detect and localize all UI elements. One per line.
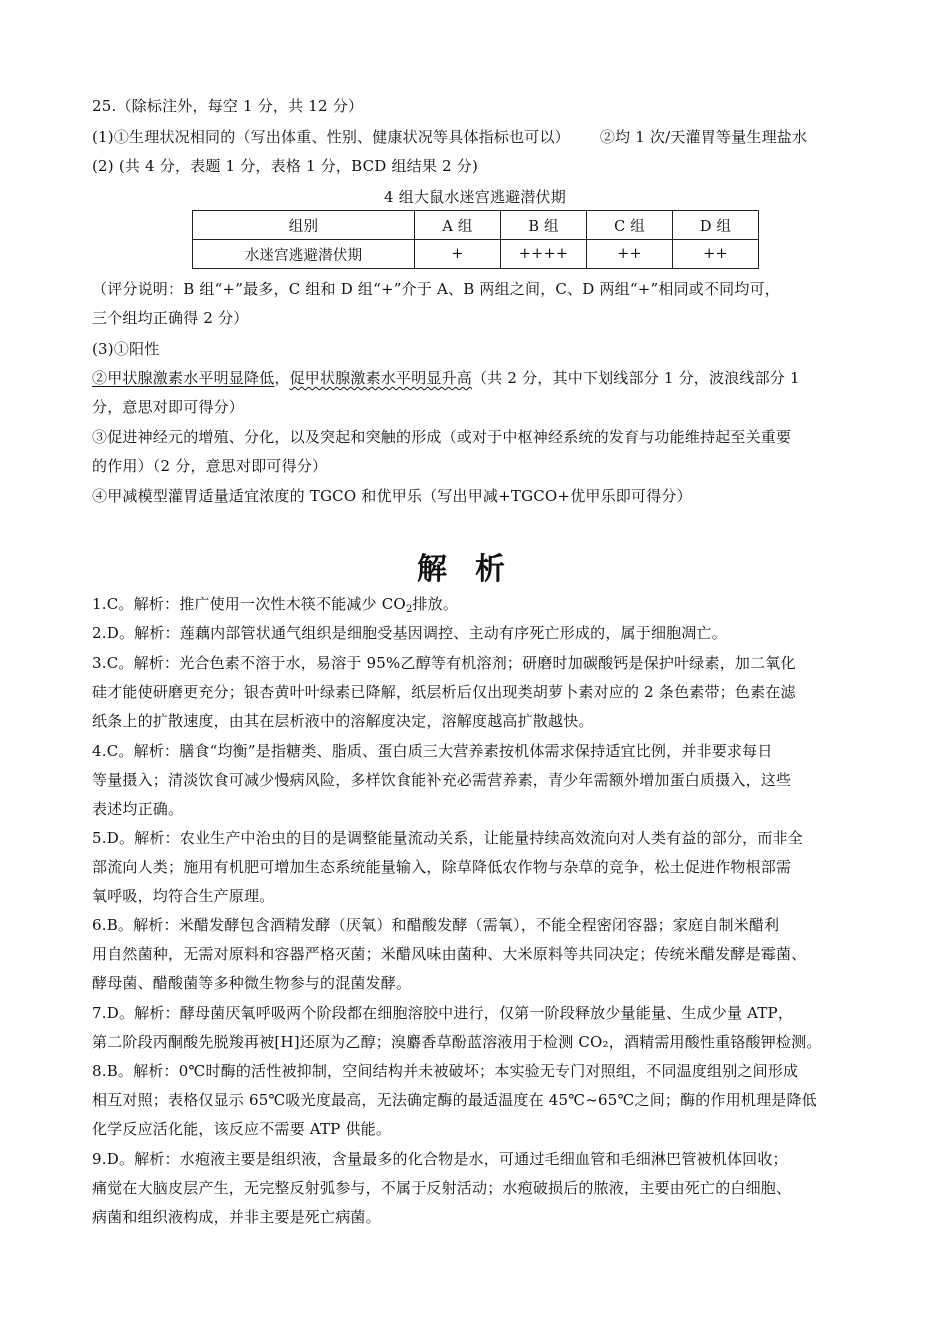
- analysis-8-line: 8.B。解析：0℃时酶的活性被抑制，空间结构并未被破坏；本实验无专门对照组，不同温度组别之间形成: [92, 1062, 799, 1080]
- separator: ，: [274, 369, 290, 387]
- scoring-note: （共 2 分，其中下划线部分 1 分，波浪线部分 1: [472, 369, 800, 387]
- q25-part3-4: ④甲减模型灌胃适量适宜浓度的 TGCO 和优甲乐（写出甲减+TGCO+优甲乐即可得分）: [92, 487, 692, 505]
- analysis-5-line: 部流向人类；施用有机肥可增加生态系统能量输入，除草降低农作物与杂草的竞争，松土促进作物根部需: [92, 858, 792, 876]
- analysis-9-line: 痛觉在大脑皮层产生，无完整反射弧参与，不属于反射活动；水疱破损后的脓液，主要由死亡的白细胞、: [92, 1179, 792, 1197]
- q25-part3-1: (3)①阳性: [92, 340, 160, 358]
- analysis-1-text-end: 排放。: [412, 595, 459, 613]
- q25-part3-2-cont: 分，意思对即可得分）: [92, 398, 245, 416]
- analysis-6-line: 酵母菌、醋酸菌等多种微生物参与的混菌发酵。: [92, 974, 412, 992]
- analysis-3-line: 3.C。解析：光合色素不溶于水，易溶于 95%乙醇等有机溶剂；研磨时加碳酸钙是保护叶绿素，加二氧化: [92, 654, 796, 672]
- table-cell: +: [415, 240, 501, 269]
- table-cell: ++: [673, 240, 759, 269]
- table-header-cell: 组别: [193, 211, 415, 240]
- analysis-3-line: 硅才能使研磨更充分；银杏黄叶叶绿素已降解，纸层析后仅出现类胡萝卜素对应的 2 条色素带；色素在滤: [92, 683, 796, 701]
- analysis-4-line: 等量摄入；清淡饮食可减少慢病风险，多样饮食能补充必需营养素，青少年需额外增加蛋白质摄入，这些: [92, 771, 792, 789]
- table-header-cell: A 组: [415, 211, 501, 240]
- q25-part3-3-line2: 的作用）（2 分，意思对即可得分）: [92, 457, 328, 475]
- q25-part1: [92, 126, 858, 148]
- wavy-underlined-answer: 促甲状腺激素水平明显升高: [289, 369, 473, 387]
- q25-title: 25.（除标注外，每空 1 分，共 12 分）: [92, 97, 364, 115]
- q25-part1-b: ②均 1 次/天灌胃等量生理盐水: [599, 128, 808, 146]
- table-header-cell: B 组: [501, 211, 587, 240]
- analysis-9-line: 9.D。解析：水疱液主要是组织液，含量最多的化合物是水，可通过毛细血管和毛细淋巴管被机体回收；: [92, 1150, 788, 1168]
- analysis-6-line: 用自然菌种，无需对原料和容器严格灭菌；米醋风味由菌种、大米原料等共同决定；传统米醋发酵是霉菌、: [92, 945, 807, 963]
- table-cell: ++: [587, 240, 673, 269]
- latency-table: [192, 210, 759, 269]
- analysis-2: 2.D。解析：莲藕内部管状通气组织是细胞受基因调控、主动有序死亡形成的，属于细胞凋亡。: [92, 624, 727, 642]
- analysis-8-line: 相互对照；表格仅显示 65℃吸光度最高，无法确定酶的最适温度在 45℃~65℃之间；酶的作用机理是降低: [92, 1091, 817, 1109]
- table-cell: ++++: [501, 240, 587, 269]
- subscript: 2: [405, 604, 413, 615]
- table-row: [193, 240, 759, 269]
- grading-note-line1: （评分说明：B 组“+”最多，C 组和 D 组“+”介于 A、B 两组之间，C、D 两组“+”相同或不同均可，: [92, 280, 780, 298]
- table-header-cell: C 组: [587, 211, 673, 240]
- analysis-8-line: 化学反应活化能，该反应不需要 ATP 供能。: [92, 1120, 392, 1138]
- grading-note-line2: 三个组均正确得 2 分）: [92, 309, 249, 327]
- analysis-7-line: 第二阶段丙酮酸先脱羧再被[H]还原为乙醇；溴麝香草酚蓝溶液用于检测 CO₂，酒精需用酸性重铬酸钾检测。: [92, 1033, 822, 1051]
- analysis-1: [92, 593, 858, 621]
- table-title: 4 组大鼠水迷宫逃避潜伏期: [384, 188, 566, 206]
- section-heading: 解析: [417, 552, 533, 587]
- q25-part3-2: [92, 367, 858, 389]
- q25-part3-3-line1: ③促进神经元的增殖、分化，以及突起和突触的形成（或对于中枢神经系统的发育与功能维持起至关重要: [92, 428, 792, 446]
- analysis-7-line: 7.D。解析：酵母菌厌氧呼吸两个阶段都在细胞溶胶中进行，仅第一阶段释放少量能量、生成少量 ATP，: [92, 1004, 794, 1022]
- analysis-4-line: 表述均正确。: [92, 800, 184, 818]
- analysis-6-line: 6.B。解析：米醋发酵包含酒精发酵（厌氧）和醋酸发酵（需氧），不能全程密闭容器；家庭自制米醋利: [92, 916, 780, 934]
- underlined-answer: ②甲状腺激素水平明显降低: [92, 369, 275, 387]
- table-header-cell: D 组: [673, 211, 759, 240]
- analysis-1-text: 1.C。解析：推广使用一次性木筷不能减少 CO: [92, 595, 406, 613]
- analysis-5-line: 5.D。解析：农业生产中治虫的目的是调整能量流动关系，让能量持续高效流向对人类有益的部分，而非全: [92, 829, 803, 847]
- q25-part1-a: (1)①生理状况相同的（写出体重、性别、健康状况等具体指标也可以）: [92, 128, 570, 146]
- analysis-4-line: 4.C。解析：膳食“均衡”是指糖类、脂质、蛋白质三大营养素按机体需求保持适宜比例，并非要求每日: [92, 742, 773, 760]
- analysis-3-line: 纸条上的扩散速度，由其在层析液中的溶解度决定，溶解度越高扩散越快。: [92, 712, 594, 730]
- table-cell: 水迷宫逃避潜伏期: [193, 240, 415, 269]
- analysis-9-line: 病菌和组织液构成，并非主要是死亡病菌。: [92, 1208, 381, 1226]
- analysis-5-line: 氧呼吸，均符合生产原理。: [92, 887, 275, 905]
- table-header-row: [193, 211, 759, 240]
- q25-part2: (2) (共 4 分，表题 1 分，表格 1 分，BCD 组结果 2 分): [92, 157, 479, 175]
